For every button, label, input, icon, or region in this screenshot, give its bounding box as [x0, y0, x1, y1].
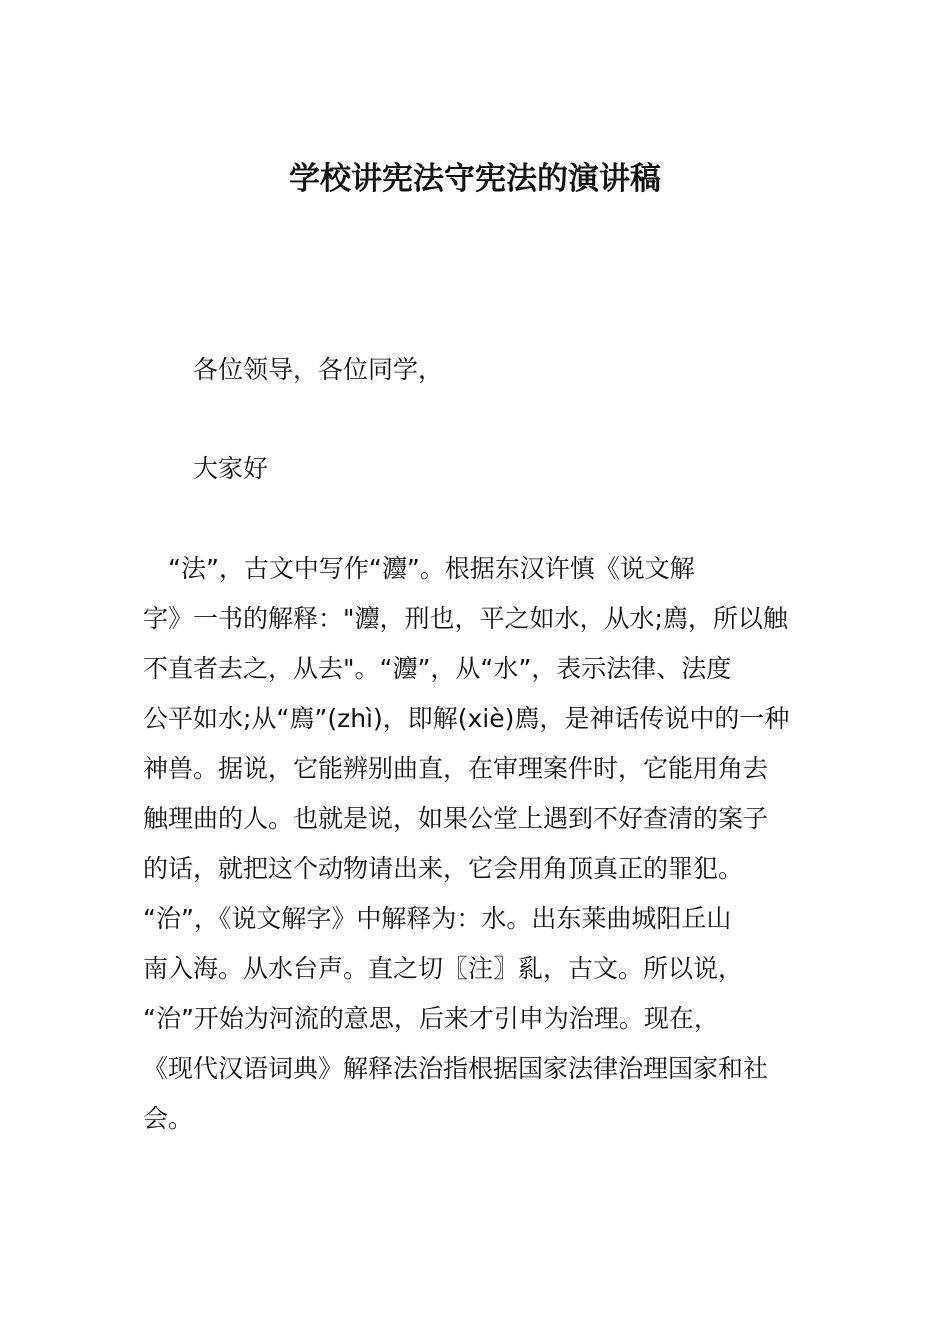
body-line: “治”，《说文解字》中解释为：水。出东莱曲城阳丘山 — [143, 904, 732, 933]
body-line: 公平如水;从“廌”(zhì)，即解(xiè)廌，是神话传说中的一种 — [143, 704, 790, 733]
body-paragraph — [143, 551, 807, 1151]
greeting-line: 大家好 — [193, 454, 269, 483]
body-line: 字》一书的解释："灋，刑也，平之如水，从水;廌，所以触 — [143, 604, 788, 633]
body-line: 《现代汉语词典》解释法治指根据国家法律治理国家和社 — [143, 1054, 769, 1083]
body-line: 的话，就把这个动物请出来，它会用角顶真正的罪犯。 — [143, 854, 744, 883]
body-line: “法”，古文中写作“灋”。根据东汉许慎《说文解 — [143, 554, 695, 583]
body-line: 触理曲的人。也就是说，如果公堂上遇到不好查清的案子 — [143, 804, 769, 833]
salutation-line: 各位领导，各位同学， — [193, 355, 444, 384]
body-line: 神兽。据说，它能辨别曲直，在审理案件时，它能用角去 — [143, 754, 769, 783]
body-line: “治”开始为河流的意思，后来才引申为治理。现在， — [143, 1004, 719, 1033]
document-title: 学校讲宪法守宪法的演讲稿 — [289, 161, 661, 197]
body-line: 南入海。从水台声。直之切〖注〗乿，古文。所以说， — [143, 954, 744, 983]
body-line: 会。 — [143, 1104, 194, 1133]
body-line: 不直者去之，从去"。“灋”，从“水”，表示法律、法度 — [143, 654, 732, 683]
